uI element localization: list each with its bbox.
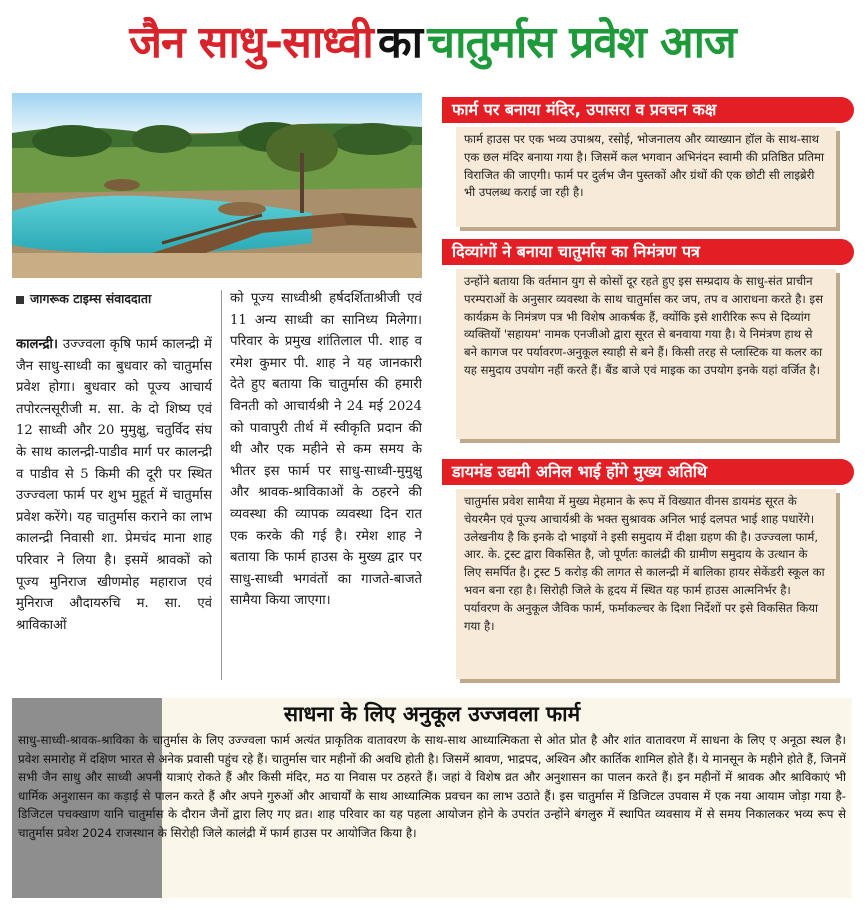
box1-body: फार्म हाउस पर एक भव्य उपाश्रय, रसोई, भोजनालय और व्याख्यान हॉल के साथ-साथ एक छल मंदिर बनाया गया है। जिसमें कल भगवान अभिनंदन स्वामी की प्रतिष्ठित प्रतिमा विराजित की जाएगी। फार्म पर दुर्लभ जैन पुस्तकों और ग्रंथों की एक छोटी सी लाइब्रेरी भी उपलब्ध कराई जा रही है।	[456, 127, 836, 227]
byline	[16, 290, 151, 307]
headline-part3: चातुर्मास प्रवेश आज	[427, 17, 736, 68]
headline-part2: का	[377, 17, 423, 68]
headline-part1: जैन साधु-साध्वी	[129, 17, 373, 68]
box3-title: डायमंड उद्यमी अनिल भाई होंगे मुख्य अतिथि	[442, 459, 854, 485]
story-column-1	[16, 334, 212, 684]
box2-title: दिव्यांगों ने बनाया चातुर्मास का निमंत्रण पत्र	[442, 239, 854, 265]
byline-square-icon	[16, 296, 24, 304]
box3-body: चातुर्मास प्रवेश सामैया में मुख्य मेहमान के रूप में विख्यात वीनस डायमंड सूरत के चेयरमैन एवं पूज्य आचार्यश्री के भक्त सुश्रावक अनिल भाई दलपत भाई शाह पधारेंगे। उलेखनीय है कि इनके दो भाइयों ने इसी समुदाय में दीक्षा ग्रहण की है। उज्ज्वला फार्म, आर. के. ट्रस्ट द्वारा विकसित है, जो पूर्णतः कालंद्री की ग्रामीण समुदाय के उत्थान के लिए समर्पित है। ट्रस्ट 5 करोड़ की लागत से कालन्द्री में बालिका हायर सेकेंडरी स्कूल का भवन बना रहा है। सिरोही जिले के हृदय में स्थित यह फार्म हाउस आत्मनिर्भर है। पर्यावरण के अनुकूल जैविक फार्म, फर्माकल्चर के दिशा निर्देशों पर इसे विकसित किया गया है।	[456, 489, 836, 679]
sidebar-title: साधना के लिए अनुकूल उज्जवला फार्म	[283, 702, 581, 726]
story-col2-text: को पूज्य साध्वीश्री हर्षदर्शिताश्रीजी एवं 11 अन्य साध्वी का सानिध्य मिलेगा। परिवार के प्रमुख शांतिलाल पी. शाह व रमेश कुमार पी. शाह ने यह जानकारी देते हुए बताया कि चातुर्मास की हमारी विनती को आचार्यश्री ने 24 मई 2024 को पावापुरी तीर्थ में स्वीकृति प्रदान की थी और एक महीने से कम समय के भीतर इस फार्म पर साधु-साध्वी-मुमुक्षु और श्रावक-श्राविकाओं के ठहरने की व्यवस्था की व्यापक व्यवस्था दिन रात एक करके की गई है। रमेश शाह ने बताया कि फार्म हाउस के मुख्य द्वार पर साधु-साध्वी भगवंतों का गाजते-बाजते सामैया किया जाएगा।	[230, 291, 422, 609]
column-divider	[221, 290, 222, 680]
sidebar-text: साधु-साध्वी-श्रावक-श्राविका के चातुर्मास के लिए उज्ज्वला फार्म अत्यंत प्राकृतिक वातावरण के साथ-साथ आध्यात्मिकता से ओत प्रोत है और शांत वातावरण में साधना के लिए ए अनूठा स्थल है। प्रवेश समारोह में दक्षिण भारत से अनेक प्रवासी पहुंच रहे हैं। चातुर्मास चार महीनों की अवधि होती है। जिसमें श्रावण, भाद्रपद, अश्विन और कार्तिक शामिल होते हैं। ये मानसून के महीने होते हैं, जिनमें सभी जैन साधु और साध्वी अपनी यात्राएं रोकते हैं और किसी मंदिर, मठ या निवास पर ठहरते हैं। जहां वे विशेष व्रत और अनुशासन का पालन करते हैं। इन महीनों में श्रावक और श्राविकाएं भी धार्मिक अनुशासन का कड़ाई से पालन करते हैं और अपने गुरुओं और आचार्यों के साथ आध्यात्मिक प्रवचन का लाभ उठाते हैं। इस चातुर्मास में डिजिटल उपवास में एक नया आयाम जोड़ा गया है-डिजिटल पचक्खाण यानि चातुर्मास के दौरान जैनों द्वारा लिए गए व्रत। शाह परिवार का यह पहला आयोजन होने के उपरांत उन्होंने बंगलुरु में स्थापित व्यवसाय में से समय निकालकर भव्य रूप से चातुर्मास प्रवेश 2024 राजस्थान के सिरोही जिले कालंद्री में फार्म हाउस पर आयोजित किया है।	[18, 733, 846, 840]
farm-lake-photo	[12, 93, 422, 278]
byline-text: जागरूक टाइम्स संवाददाता	[30, 291, 152, 306]
box2-body: उन्होंने बताया कि वर्तमान युग से कोसों दूर रहते हुए इस सम्प्रदाय के साधु-संत प्राचीन परम्पराओं के अनुसार व्यवस्था के साथ चातुर्मास कर जप, तप व आराधना करते है। इस कार्यक्रम के निमंत्रण पत्र भी विशेष आकर्षक हैं, क्योंकि इसे शारीरिक रूप से दिव्यांग व्यक्तियों 'सहायम' नामक एनजीओ द्वारा सूरत से बनवाया गया है। ये निमंत्रण हाथ से बने कागज पर पर्यावरण-अनुकूल स्याही से बने हैं। किसी तरह से प्लास्टिक या कलर का यह समुदाय उपयोग नहीं करते हैं। बैंड बाजे एवं माइक का उपयोग इनके यहां वर्जित है।	[456, 269, 836, 439]
story-column-2	[230, 288, 422, 684]
box1-title: फार्म पर बनाया मंदिर, उपासरा व प्रवचन कक्ष	[442, 97, 854, 123]
headline	[0, 0, 865, 80]
dateline: कालन्द्री।	[16, 337, 58, 352]
story-col1-text: उज्ज्वला कृषि फार्म कालन्द्री में जैन साधु-साध्वी का बुधवार को चातुर्मास प्रवेश होगा। बुधवार को पूज्य आचार्य तपोरत्नसूरीजी म. सा. के दो शिष्य एवं 12 साध्वी और 20 मुमुक्षु, चतुर्विद संघ के साथ कालन्द्री-पाडीव मार्ग पर कालन्द्री व पाडीव से 5 किमी की दूरी पर स्थित उज्ज्वला फार्म पर शुभ मुहूर्त में चातुर्मास प्रवेश करेंगे। यह चातुर्मास कराने का लाभ कालन्द्री निवासी शा. प्रेमचंद माना शाह परिवार ने लिया है। इसमें श्रावकों को पूज्य मुनिराज खीणमोह महाराज एवं मुनिराज औदायरुचि म. सा. एवं श्राविकाओं	[16, 337, 212, 633]
